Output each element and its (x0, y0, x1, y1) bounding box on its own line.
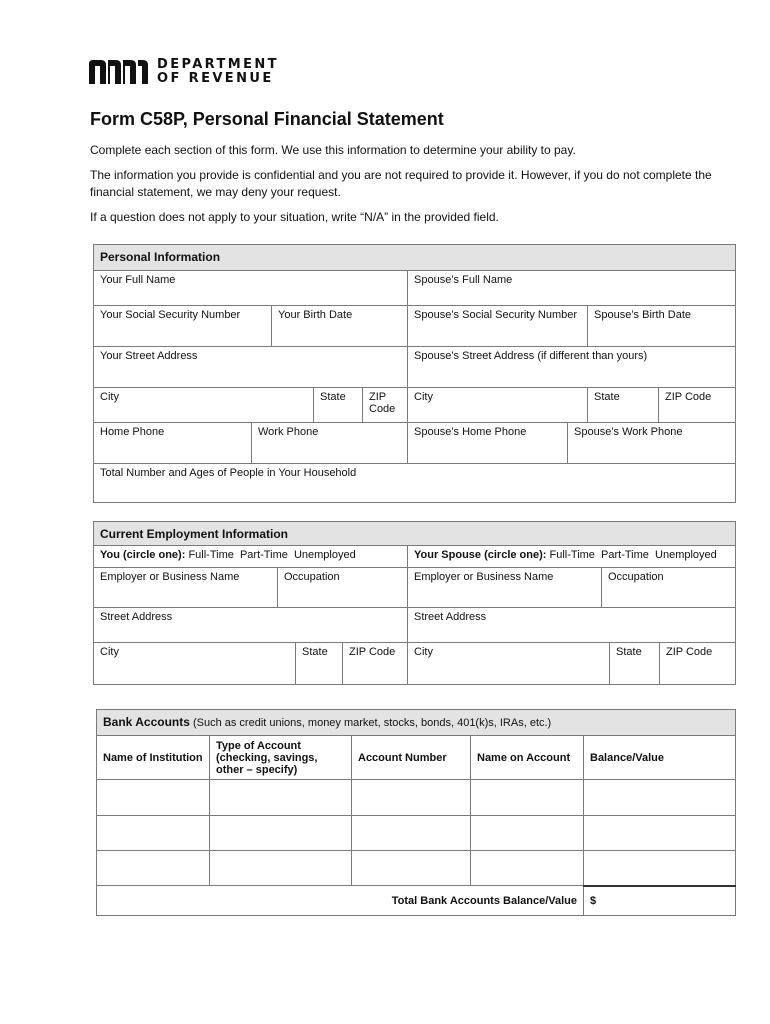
intro-paragraph-2: The information you provide is confidential and you are not required to provide it. However, if you do not complete the financial statement, we may deny your request. (90, 168, 712, 199)
field-label: City (100, 646, 119, 658)
total-balance-label: Total Bank Accounts Balance/Value (97, 886, 584, 916)
field-label: Spouse’s Birth Date (594, 309, 692, 321)
your-employer-street-field[interactable] (94, 608, 408, 643)
form-title: Form C58P, Personal Financial Statement (90, 109, 444, 129)
field-label: State (302, 646, 328, 658)
field-label: ZIP Code (665, 391, 712, 403)
home-phone-field[interactable] (94, 423, 252, 464)
spouse-zip-code-field[interactable] (659, 388, 736, 423)
logo-line-1: DEPARTMENT (157, 57, 279, 72)
your-ssn-field[interactable] (94, 306, 272, 347)
field-label: State (616, 646, 642, 658)
field-label: Spouse’s Home Phone (414, 426, 527, 438)
work-phone-field[interactable] (252, 423, 408, 464)
household-field[interactable] (94, 464, 736, 503)
col-name-on-account: Name on Account (471, 736, 584, 780)
name-on-account-cell[interactable] (471, 780, 584, 816)
field-label: Your Street Address (100, 350, 198, 362)
your-full-name-field[interactable] (94, 271, 408, 306)
logo-line-2: OF REVENUE (157, 71, 274, 86)
personal-information-heading: Personal Information (94, 245, 736, 271)
col-balance-value: Balance/Value (584, 736, 736, 780)
your-occupation-field[interactable] (278, 568, 408, 608)
field-label: Occupation (284, 571, 340, 583)
bank-accounts-note: (Such as credit unions, money market, stocks, bonds, 401(k)s, IRAs, etc.) (189, 717, 552, 729)
you-circle-one-label: You (circle one): (100, 549, 186, 561)
spouse-employer-zip-field[interactable] (660, 643, 736, 685)
spouse-street-address-field[interactable] (408, 347, 736, 388)
field-label: Home Phone (100, 426, 165, 438)
institution-cell[interactable] (97, 780, 210, 816)
field-label: Your Birth Date (278, 309, 353, 321)
field-label: Spouse’s Social Security Number (414, 309, 578, 321)
bank-accounts-heading: Bank Accounts (103, 715, 190, 729)
your-city-field[interactable] (94, 388, 314, 423)
spouse-home-phone-field[interactable] (408, 423, 568, 464)
name-on-account-cell[interactable] (471, 816, 584, 851)
field-label: ZIP Code (666, 646, 713, 658)
field-label: ZIP Code (369, 391, 396, 415)
department-of-revenue-logo (89, 57, 279, 87)
spouse-employer-street-field[interactable] (408, 608, 736, 643)
field-label: Your Social Security Number (100, 309, 241, 321)
your-employment-status[interactable] (94, 546, 408, 568)
intro-paragraph-3: If a question does not apply to your situation, write “N/A” in the provided field. (90, 210, 499, 224)
institution-cell[interactable] (97, 851, 210, 886)
field-label: Occupation (608, 571, 664, 583)
your-employer-state-field[interactable] (296, 643, 343, 685)
bank-accounts-table (96, 709, 736, 916)
bank-accounts-heading-row (97, 710, 736, 736)
field-label: Street Address (100, 611, 173, 623)
spouse-employer-state-field[interactable] (610, 643, 660, 685)
spouse-circle-one-label: Your Spouse (circle one): (414, 549, 547, 561)
balance-cell[interactable] (584, 780, 736, 816)
field-label: Your Full Name (100, 274, 176, 286)
type-cell[interactable] (210, 851, 352, 886)
field-label: State (320, 391, 346, 403)
institution-cell[interactable] (97, 816, 210, 851)
field-label: City (414, 391, 433, 403)
table-row (97, 780, 736, 816)
spouse-state-field[interactable] (588, 388, 659, 423)
spouse-employer-field[interactable] (408, 568, 602, 608)
your-zip-code-field[interactable] (363, 388, 408, 423)
employment-heading: Current Employment Information (94, 522, 736, 546)
account-number-cell[interactable] (352, 816, 471, 851)
field-label: State (594, 391, 620, 403)
name-on-account-cell[interactable] (471, 851, 584, 886)
your-street-address-field[interactable] (94, 347, 408, 388)
spouse-city-field[interactable] (408, 388, 588, 423)
field-label: City (100, 391, 119, 403)
field-label: City (414, 646, 433, 658)
field-label: Work Phone (258, 426, 319, 438)
your-state-field[interactable] (314, 388, 363, 423)
your-employer-field[interactable] (94, 568, 278, 608)
table-row (97, 816, 736, 851)
field-label: Employer or Business Name (414, 571, 554, 583)
account-number-cell[interactable] (352, 780, 471, 816)
spouse-employment-status[interactable] (408, 546, 736, 568)
spouse-employer-city-field[interactable] (408, 643, 610, 685)
balance-cell[interactable] (584, 851, 736, 886)
your-employer-zip-field[interactable] (343, 643, 408, 685)
field-label: Spouse’s Full Name (414, 274, 513, 286)
type-cell[interactable] (210, 780, 352, 816)
field-label: Spouse’s Street Address (if different than yours) (414, 350, 648, 362)
account-number-cell[interactable] (352, 851, 471, 886)
field-label: ZIP Code (349, 646, 396, 658)
intro-paragraph-1: Complete each section of this form. We use this information to determine your ability to pay. (90, 143, 576, 157)
personal-information-table (93, 244, 736, 503)
total-balance-field[interactable] (584, 886, 736, 916)
spouse-ssn-field[interactable] (408, 306, 588, 347)
field-label: Spouse’s Work Phone (574, 426, 683, 438)
currency-symbol: $ (590, 894, 597, 907)
employment-options[interactable]: Full-Time Part-Time Unemployed (549, 549, 717, 561)
spouse-work-phone-field[interactable] (568, 423, 736, 464)
spouse-birth-date-field[interactable] (588, 306, 736, 347)
spouse-full-name-field[interactable] (408, 271, 736, 306)
col-name-of-institution: Name of Institution (97, 736, 210, 780)
table-row (97, 851, 736, 886)
mn-logo-icon (89, 58, 149, 86)
field-label: Street Address (414, 611, 487, 623)
employment-information-table (93, 521, 736, 685)
balance-cell[interactable] (584, 816, 736, 851)
type-cell[interactable] (210, 816, 352, 851)
spouse-occupation-field[interactable] (602, 568, 736, 608)
field-label: Total Number and Ages of People in Your Household (100, 467, 357, 479)
col-type-of-account: Type of Account (checking, savings, other – specify) (210, 736, 352, 780)
your-birth-date-field[interactable] (272, 306, 408, 347)
employment-options[interactable]: Full-Time Part-Time Unemployed (188, 549, 356, 561)
col-account-number: Account Number (352, 736, 471, 780)
your-employer-city-field[interactable] (94, 643, 296, 685)
field-label: Employer or Business Name (100, 571, 240, 583)
